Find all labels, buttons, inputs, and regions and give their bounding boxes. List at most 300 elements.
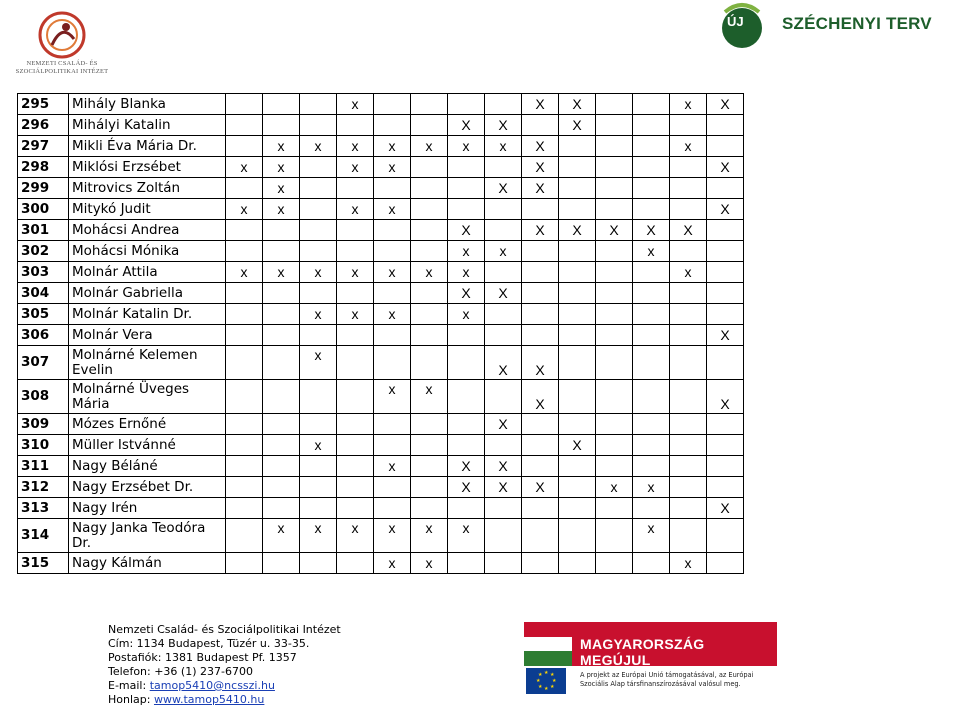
mark-cell — [337, 283, 374, 304]
footer-contact — [108, 623, 341, 707]
mark-cell — [596, 456, 633, 477]
mark-cell — [633, 380, 670, 414]
table-row — [18, 325, 744, 346]
mark-cell — [670, 325, 707, 346]
mark-cell — [633, 199, 670, 220]
mark-cell — [226, 477, 263, 498]
mark-cell — [226, 304, 263, 325]
row-name: Mihályi Katalin — [69, 115, 226, 136]
mark-cell — [559, 283, 596, 304]
mark-cell: x — [263, 136, 300, 157]
mark-cell — [374, 477, 411, 498]
mark-cell — [337, 498, 374, 519]
mark-cell — [633, 435, 670, 456]
mark-cell — [411, 199, 448, 220]
mark-cell: x — [337, 519, 374, 553]
mark-cell — [670, 199, 707, 220]
table-row — [18, 380, 744, 414]
mark-cell — [300, 498, 337, 519]
mark-cell — [374, 94, 411, 115]
mark-cell — [707, 241, 744, 262]
mark-cell: X — [707, 94, 744, 115]
mark-cell — [337, 553, 374, 574]
mark-cell: x — [411, 519, 448, 553]
row-number: 300 — [18, 199, 69, 220]
row-name: Molnárné Üveges Mária — [69, 380, 226, 414]
table-row — [18, 414, 744, 435]
mark-cell — [411, 178, 448, 199]
row-number: 314 — [18, 519, 69, 553]
mark-cell — [337, 178, 374, 199]
mark-cell: X — [633, 220, 670, 241]
mark-cell — [300, 115, 337, 136]
svg-text:★: ★ — [552, 678, 557, 684]
mark-cell: x — [670, 553, 707, 574]
mark-cell — [707, 136, 744, 157]
mark-cell — [559, 519, 596, 553]
mark-cell — [522, 199, 559, 220]
mark-cell — [337, 325, 374, 346]
mark-cell — [522, 414, 559, 435]
row-name: Molnár Attila — [69, 262, 226, 283]
mark-cell: x — [337, 262, 374, 283]
mark-cell — [559, 199, 596, 220]
row-number: 313 — [18, 498, 69, 519]
mark-cell — [559, 380, 596, 414]
mark-cell — [559, 346, 596, 380]
mark-cell — [337, 346, 374, 380]
banner-title: MAGYARORSZÁG MEGÚJUL — [580, 636, 705, 668]
mark-cell — [411, 241, 448, 262]
mark-cell: x — [485, 136, 522, 157]
row-name: Nagy Kálmán — [69, 553, 226, 574]
mark-cell — [263, 115, 300, 136]
mark-cell — [633, 262, 670, 283]
mark-cell: X — [448, 456, 485, 477]
row-name: Molnár Gabriella — [69, 283, 226, 304]
footer-org: Nemzeti Család- és Szociálpolitikai Intézet — [108, 623, 341, 636]
footer-email-line: E-mail: tamop5410@ncsszi.hu — [108, 679, 275, 692]
mark-cell — [411, 283, 448, 304]
mark-cell — [596, 435, 633, 456]
mark-cell: x — [448, 304, 485, 325]
row-number: 301 — [18, 220, 69, 241]
email-link[interactable]: tamop5410@ncsszi.hu — [149, 679, 275, 692]
mark-cell — [411, 304, 448, 325]
mark-cell — [707, 220, 744, 241]
mark-cell — [707, 283, 744, 304]
mark-cell: X — [485, 346, 522, 380]
mark-cell: x — [226, 157, 263, 178]
mark-cell: x — [263, 178, 300, 199]
mark-cell: X — [485, 477, 522, 498]
table-row — [18, 498, 744, 519]
mark-cell — [485, 325, 522, 346]
svg-text:★: ★ — [538, 672, 543, 678]
mark-cell — [411, 115, 448, 136]
mark-cell: X — [522, 178, 559, 199]
mark-cell — [263, 283, 300, 304]
mark-cell — [448, 498, 485, 519]
mark-cell — [596, 283, 633, 304]
mark-cell — [226, 220, 263, 241]
mark-cell — [670, 498, 707, 519]
mark-cell — [707, 262, 744, 283]
mark-cell — [300, 199, 337, 220]
row-number: 304 — [18, 283, 69, 304]
mark-cell: X — [559, 115, 596, 136]
table-row — [18, 456, 744, 477]
row-number: 296 — [18, 115, 69, 136]
mark-cell — [485, 199, 522, 220]
mark-cell — [670, 157, 707, 178]
mark-cell — [374, 115, 411, 136]
szechenyi-terv-text: SZÉCHENYI TERV — [782, 14, 932, 33]
mark-cell — [670, 435, 707, 456]
mark-cell: x — [374, 380, 411, 414]
mark-cell — [559, 414, 596, 435]
mark-cell — [485, 94, 522, 115]
mark-cell: x — [337, 199, 374, 220]
mark-cell — [411, 157, 448, 178]
row-number: 310 — [18, 435, 69, 456]
mark-cell — [263, 435, 300, 456]
mark-cell: x — [337, 136, 374, 157]
mark-cell: x — [670, 136, 707, 157]
website-link[interactable]: www.tamop5410.hu — [153, 693, 265, 706]
mark-cell — [263, 241, 300, 262]
mark-cell — [485, 498, 522, 519]
mark-cell — [448, 346, 485, 380]
mark-cell — [633, 498, 670, 519]
magyarorszag-megujul-banner — [524, 622, 759, 696]
mark-cell — [559, 325, 596, 346]
mark-cell — [300, 477, 337, 498]
row-number: 308 — [18, 380, 69, 414]
row-number: 298 — [18, 157, 69, 178]
mark-cell — [670, 304, 707, 325]
mark-cell — [263, 304, 300, 325]
mark-cell — [337, 220, 374, 241]
mark-cell: x — [374, 553, 411, 574]
mark-cell — [633, 283, 670, 304]
mark-cell — [707, 477, 744, 498]
svg-text:★: ★ — [536, 678, 541, 684]
mark-cell: x — [411, 553, 448, 574]
mark-cell — [596, 304, 633, 325]
mark-cell — [633, 456, 670, 477]
mark-cell: x — [374, 199, 411, 220]
mark-cell — [374, 435, 411, 456]
mark-cell — [300, 553, 337, 574]
mark-cell: x — [448, 136, 485, 157]
mark-cell — [707, 456, 744, 477]
svg-text:★: ★ — [550, 672, 555, 678]
mark-cell: x — [374, 262, 411, 283]
mark-cell: X — [707, 325, 744, 346]
mark-cell — [226, 136, 263, 157]
table-row — [18, 304, 744, 325]
svg-text:★: ★ — [550, 684, 555, 690]
mark-cell — [670, 519, 707, 553]
mark-cell — [485, 553, 522, 574]
mark-cell: x — [263, 519, 300, 553]
mark-cell: X — [522, 94, 559, 115]
mark-cell — [633, 346, 670, 380]
mark-cell — [226, 115, 263, 136]
mark-cell — [522, 456, 559, 477]
mark-cell — [411, 477, 448, 498]
mark-cell: x — [374, 136, 411, 157]
mark-cell — [596, 262, 633, 283]
mark-cell: X — [670, 220, 707, 241]
mark-cell — [226, 553, 263, 574]
table-row — [18, 346, 744, 380]
mark-cell — [411, 435, 448, 456]
row-name: Miklósi Erzsébet — [69, 157, 226, 178]
mark-cell: x — [337, 94, 374, 115]
mark-cell — [522, 304, 559, 325]
table-row — [18, 157, 744, 178]
mark-cell — [337, 380, 374, 414]
row-number: 315 — [18, 553, 69, 574]
mark-cell: X — [485, 283, 522, 304]
mark-cell — [522, 241, 559, 262]
mark-cell — [300, 414, 337, 435]
row-name: Nagy Béláné — [69, 456, 226, 477]
mark-cell — [670, 456, 707, 477]
row-name: Nagy Janka Teodóra Dr. — [69, 519, 226, 553]
row-name: Mitykó Judit — [69, 199, 226, 220]
mark-cell — [633, 178, 670, 199]
row-name: Mózes Ernőné — [69, 414, 226, 435]
row-name: Nagy Erzsébet Dr. — [69, 477, 226, 498]
mark-cell — [633, 136, 670, 157]
row-number: 305 — [18, 304, 69, 325]
mark-cell — [485, 220, 522, 241]
mark-cell — [411, 94, 448, 115]
mark-cell: x — [226, 262, 263, 283]
svg-text:★: ★ — [544, 670, 549, 676]
eu-flag-icon — [526, 668, 566, 694]
mark-cell — [596, 346, 633, 380]
mark-cell — [226, 498, 263, 519]
mark-cell — [411, 325, 448, 346]
table-row — [18, 477, 744, 498]
mark-cell: X — [448, 220, 485, 241]
mark-cell — [485, 380, 522, 414]
mark-cell — [374, 220, 411, 241]
mark-cell: x — [300, 262, 337, 283]
mark-cell — [263, 414, 300, 435]
mark-cell — [300, 220, 337, 241]
mark-cell — [670, 346, 707, 380]
row-name: Nagy Irén — [69, 498, 226, 519]
row-name: Mihály Blanka — [69, 94, 226, 115]
mark-cell — [448, 414, 485, 435]
mark-cell — [633, 553, 670, 574]
mark-cell — [522, 435, 559, 456]
mark-cell — [374, 241, 411, 262]
mark-cell — [411, 414, 448, 435]
mark-cell — [596, 553, 633, 574]
mark-cell — [226, 325, 263, 346]
mark-cell: x — [448, 262, 485, 283]
mark-cell — [263, 380, 300, 414]
mark-cell — [522, 325, 559, 346]
mark-cell — [707, 414, 744, 435]
mark-cell: x — [670, 94, 707, 115]
mark-cell — [707, 304, 744, 325]
mark-cell: X — [522, 477, 559, 498]
row-name: Mitrovics Zoltán — [69, 178, 226, 199]
mark-cell — [670, 477, 707, 498]
mark-cell — [633, 157, 670, 178]
row-name: Molnár Vera — [69, 325, 226, 346]
mark-cell — [374, 325, 411, 346]
footer-phone: Telefon: +36 (1) 237-6700 — [108, 665, 253, 678]
mark-cell — [522, 498, 559, 519]
mark-cell — [374, 283, 411, 304]
mark-cell: X — [522, 346, 559, 380]
mark-cell — [559, 241, 596, 262]
mark-cell — [300, 380, 337, 414]
svg-text:★: ★ — [544, 686, 549, 692]
mark-cell — [226, 346, 263, 380]
mark-cell: x — [263, 262, 300, 283]
mark-cell — [596, 519, 633, 553]
mark-cell — [226, 283, 263, 304]
row-name: Mohácsi Mónika — [69, 241, 226, 262]
mark-cell: X — [522, 136, 559, 157]
mark-cell — [263, 498, 300, 519]
mark-cell — [707, 115, 744, 136]
mark-cell: X — [707, 199, 744, 220]
table-row — [18, 241, 744, 262]
mark-cell — [374, 178, 411, 199]
mark-cell — [337, 456, 374, 477]
mark-cell — [226, 380, 263, 414]
footer-address: Cím: 1134 Budapest, Tüzér u. 33-35. — [108, 637, 310, 650]
mark-cell: X — [559, 94, 596, 115]
row-number: 295 — [18, 94, 69, 115]
mark-cell — [596, 380, 633, 414]
mark-cell: x — [300, 136, 337, 157]
row-number: 309 — [18, 414, 69, 435]
row-name: Müller Istvánné — [69, 435, 226, 456]
table-row — [18, 115, 744, 136]
mark-cell — [596, 157, 633, 178]
row-name: Mohácsi Andrea — [69, 220, 226, 241]
mark-cell — [226, 178, 263, 199]
mark-cell — [263, 456, 300, 477]
mark-cell — [300, 241, 337, 262]
mark-cell — [374, 498, 411, 519]
mark-cell: X — [596, 220, 633, 241]
mark-cell — [337, 241, 374, 262]
mark-cell — [633, 115, 670, 136]
mark-cell — [226, 456, 263, 477]
mark-cell — [559, 262, 596, 283]
mark-cell: X — [559, 435, 596, 456]
mark-cell — [596, 136, 633, 157]
row-name: Molnár Katalin Dr. — [69, 304, 226, 325]
mark-cell — [300, 325, 337, 346]
mark-cell: x — [485, 241, 522, 262]
mark-cell — [411, 220, 448, 241]
mark-cell — [263, 346, 300, 380]
table-row — [18, 199, 744, 220]
mark-cell — [522, 115, 559, 136]
mark-cell — [670, 178, 707, 199]
mark-cell — [559, 456, 596, 477]
mark-cell — [411, 498, 448, 519]
mark-cell: x — [633, 519, 670, 553]
mark-cell — [411, 346, 448, 380]
mark-cell — [559, 304, 596, 325]
table-row — [18, 220, 744, 241]
mark-cell: x — [596, 477, 633, 498]
mark-cell — [670, 241, 707, 262]
mark-cell: x — [670, 262, 707, 283]
table-row — [18, 553, 744, 574]
mark-cell — [633, 94, 670, 115]
mark-cell: X — [485, 456, 522, 477]
mark-cell — [485, 304, 522, 325]
mark-cell: X — [522, 157, 559, 178]
table-row — [18, 94, 744, 115]
mark-cell: x — [374, 157, 411, 178]
mark-cell — [596, 325, 633, 346]
mark-cell — [411, 456, 448, 477]
mark-cell: x — [300, 435, 337, 456]
mark-cell — [559, 136, 596, 157]
mark-cell — [300, 94, 337, 115]
mark-cell — [559, 477, 596, 498]
mark-cell — [522, 553, 559, 574]
mark-cell — [485, 435, 522, 456]
mark-cell — [337, 414, 374, 435]
mark-cell — [633, 325, 670, 346]
mark-cell — [522, 519, 559, 553]
mark-cell — [596, 498, 633, 519]
table-row — [18, 136, 744, 157]
mark-cell — [485, 157, 522, 178]
mark-cell — [596, 414, 633, 435]
mark-cell — [596, 241, 633, 262]
mark-cell: X — [485, 414, 522, 435]
mark-cell: x — [263, 157, 300, 178]
mark-cell — [337, 115, 374, 136]
mark-cell — [226, 414, 263, 435]
mark-cell — [448, 178, 485, 199]
mark-cell: x — [633, 477, 670, 498]
mark-cell — [522, 262, 559, 283]
mark-cell — [559, 553, 596, 574]
mark-cell: x — [374, 519, 411, 553]
row-number: 307 — [18, 346, 69, 380]
mark-cell — [522, 283, 559, 304]
mark-cell: X — [485, 115, 522, 136]
mark-cell: X — [522, 220, 559, 241]
uj-label: ÚJ — [727, 14, 744, 29]
mark-cell — [374, 346, 411, 380]
mark-cell — [485, 262, 522, 283]
mark-cell: x — [411, 262, 448, 283]
mark-cell: x — [263, 199, 300, 220]
mark-cell — [596, 115, 633, 136]
mark-cell: x — [633, 241, 670, 262]
